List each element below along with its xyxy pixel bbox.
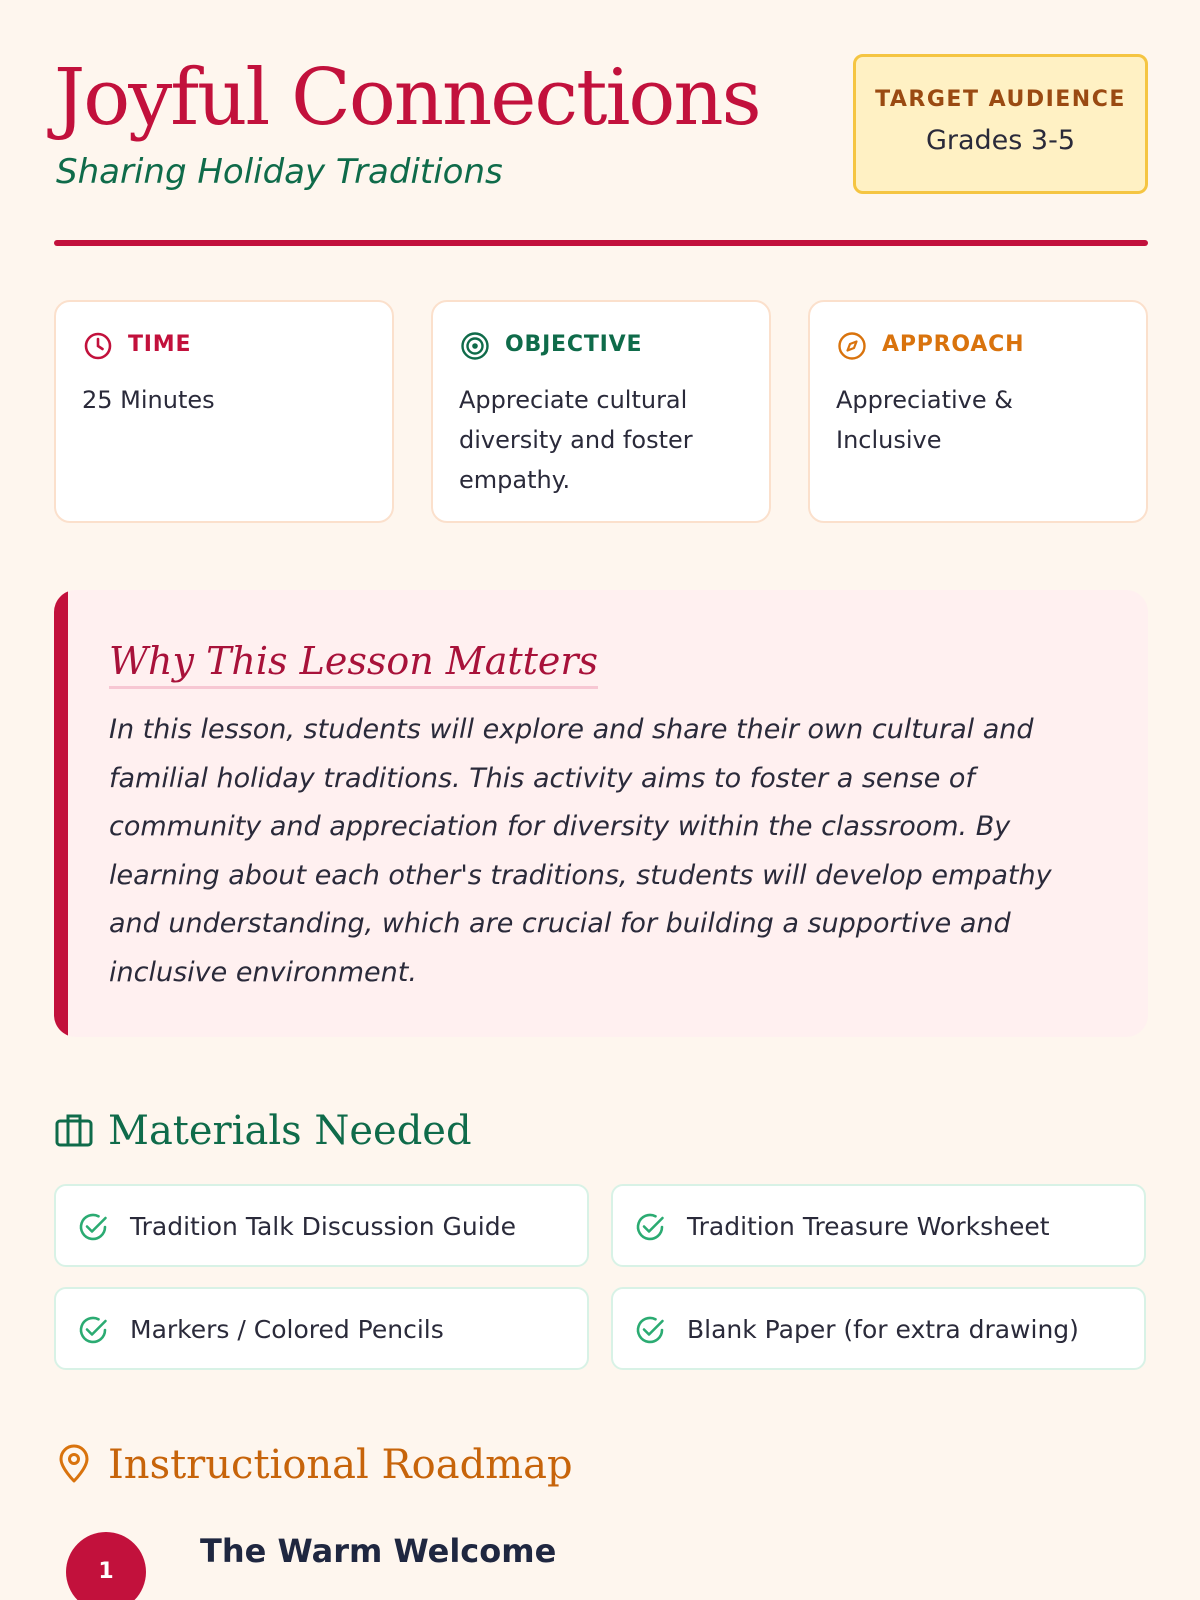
clock-icon [82, 330, 114, 362]
material-item [54, 1184, 589, 1267]
roadmap-title: Instructional Roadmap [108, 1442, 573, 1488]
target-audience-badge [853, 54, 1148, 194]
material-label: Markers / Colored Pencils [130, 1315, 444, 1344]
time-label: TIME [128, 332, 192, 357]
target-icon [459, 330, 491, 362]
material-item [54, 1287, 589, 1370]
check-circle-icon [633, 1210, 667, 1244]
approach-label: APPROACH [882, 332, 1025, 357]
material-label: Blank Paper (for extra drawing) [687, 1315, 1079, 1344]
objective-label: OBJECTIVE [505, 332, 643, 357]
material-label: Tradition Talk Discussion Guide [130, 1212, 516, 1241]
why-accent-bar [54, 590, 68, 1037]
time-card [54, 300, 394, 523]
check-circle-icon [633, 1313, 667, 1347]
lesson-plan-page [54, 0, 1148, 1600]
check-circle-icon [76, 1313, 110, 1347]
objective-value: Appreciate cultural diversity and foster empathy. [459, 386, 693, 494]
check-circle-icon [76, 1210, 110, 1244]
why-title: Why This Lesson Matters [109, 638, 598, 689]
audience-label: TARGET AUDIENCE [875, 87, 1126, 112]
map-pin-icon [54, 1444, 94, 1484]
audience-value: Grades 3-5 [925, 125, 1076, 156]
time-value: 25 Minutes [82, 386, 215, 414]
materials-title: Materials Needed [108, 1108, 472, 1154]
briefcase-icon [54, 1110, 94, 1150]
why-section [54, 590, 1148, 1037]
header-divider [54, 240, 1148, 246]
why-body: In this lesson, students will explore and share their own cultural and familial holiday traditions. This activity aims to foster a sense of community and appreciation for diversity within the classroom. By learning about each other's traditions, students will develop empathy and understanding, which are crucial for building a supportive and inclusive environment. [109, 714, 1052, 988]
approach-value: Appreciative & Inclusive [836, 386, 1013, 454]
page-subtitle: Sharing Holiday Traditions [56, 152, 503, 192]
material-item [611, 1184, 1146, 1267]
step-number-badge: 1 [66, 1532, 146, 1600]
material-label: Tradition Treasure Worksheet [687, 1212, 1050, 1241]
page-title: Joyful Connections [54, 53, 760, 143]
compass-icon [836, 330, 868, 362]
objective-card [431, 300, 771, 523]
step-title: The Warm Welcome [200, 1532, 557, 1570]
material-item [611, 1287, 1146, 1370]
approach-card [808, 300, 1148, 523]
